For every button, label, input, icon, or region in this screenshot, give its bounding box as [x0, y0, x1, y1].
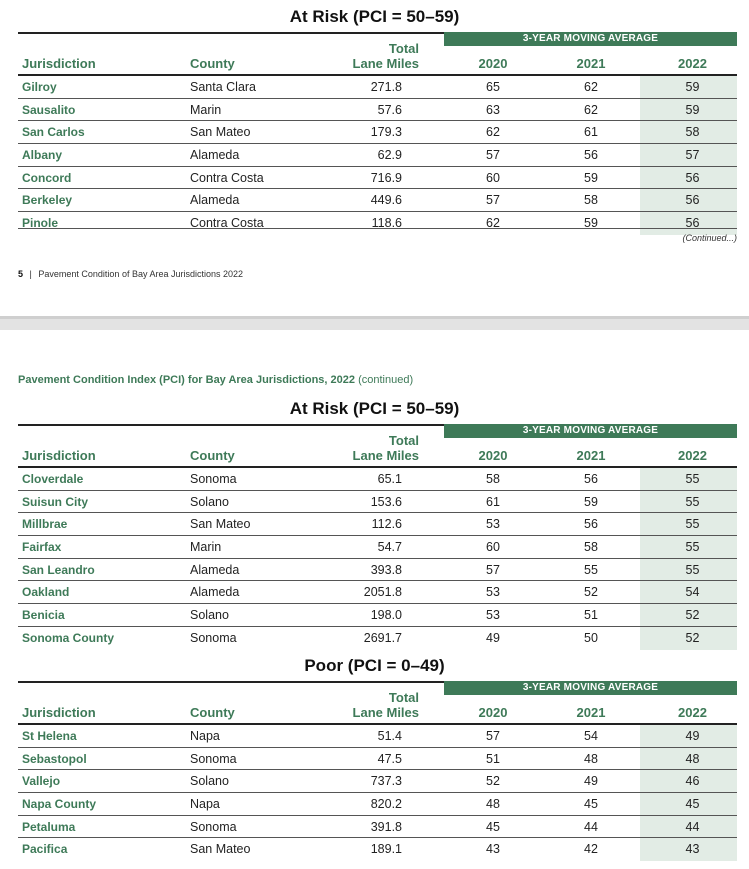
table-row — [18, 212, 737, 235]
cell-2021: 51 — [584, 608, 598, 623]
cell-county: Alameda — [190, 562, 240, 577]
header-jurisdiction: Jurisdiction — [22, 448, 96, 463]
cell-lane-miles: 65.1 — [377, 472, 402, 486]
cell-2020: 53 — [486, 608, 500, 623]
cell-2022: 49 — [640, 725, 737, 747]
cell-2022: 59 — [640, 99, 737, 121]
cell-county: San Mateo — [190, 125, 251, 140]
cell-2021: 54 — [584, 729, 598, 743]
header-2021: 2021 — [576, 448, 606, 463]
cell-county: San Mateo — [190, 517, 251, 532]
cell-jurisdiction: Millbrae — [22, 517, 68, 532]
header-2022: 2022 — [678, 56, 707, 71]
cell-2021: 48 — [584, 751, 598, 766]
cell-county: Napa — [190, 797, 220, 812]
page-gap — [0, 316, 749, 330]
cell-lane-miles: 820.2 — [370, 797, 402, 812]
cell-lane-miles: 54.7 — [377, 540, 402, 555]
cell-2021: 55 — [584, 562, 598, 577]
header-lane-miles — [318, 433, 419, 463]
table-poor — [18, 681, 737, 861]
table-row — [18, 144, 737, 167]
cell-county: Sonoma — [190, 630, 237, 645]
cell-2022: 52 — [640, 627, 737, 650]
cell-county: Solano — [190, 774, 229, 789]
header-jurisdiction: Jurisdiction — [22, 705, 96, 720]
cell-lane-miles: 271.8 — [370, 80, 402, 94]
table-row — [18, 468, 737, 491]
cell-2020: 43 — [486, 842, 500, 857]
header-2022: 2022 — [678, 448, 707, 463]
section-title-at-risk-2: At Risk (PCI = 50–59) — [289, 399, 460, 418]
cell-2022: 46 — [640, 770, 737, 792]
cell-lane-miles: 2051.8 — [363, 585, 402, 600]
cell-2020: 60 — [486, 170, 500, 185]
table-header — [18, 424, 737, 468]
cell-2021: 59 — [584, 494, 598, 509]
table-row — [18, 748, 737, 771]
header-2021: 2021 — [576, 56, 606, 71]
caption-main: Pavement Condition Index (PCI) for Bay Area Jurisdictions, 2022 — [18, 374, 356, 386]
cell-2020: 58 — [486, 472, 500, 486]
cell-2022: 55 — [640, 559, 737, 581]
table-row — [18, 189, 737, 212]
cell-jurisdiction: Fairfax — [22, 540, 62, 555]
cell-2021: 58 — [584, 193, 598, 208]
header-lane-miles-line2: Lane Miles — [352, 705, 419, 720]
cell-county: Alameda — [190, 193, 240, 208]
cell-2020: 57 — [486, 193, 500, 208]
header-2020: 2020 — [478, 448, 508, 463]
cell-2022: 59 — [640, 76, 737, 98]
cell-2020: 51 — [486, 751, 500, 766]
cell-lane-miles: 716.9 — [370, 170, 402, 185]
page-top — [0, 0, 749, 316]
cell-jurisdiction: Suisun City — [22, 494, 89, 509]
cell-county: Napa — [190, 729, 220, 743]
table-bottom-rule — [18, 228, 737, 229]
header-lane-miles-line1: Total — [388, 41, 419, 56]
cell-2020: 57 — [486, 729, 500, 743]
cell-lane-miles: 449.6 — [370, 193, 402, 208]
cell-2022: 56 — [640, 189, 737, 211]
cell-lane-miles: 391.8 — [370, 819, 402, 834]
cell-2020: 63 — [486, 102, 500, 117]
table-at-risk-2 — [18, 424, 737, 650]
cell-jurisdiction: Berkeley — [22, 193, 73, 208]
table-row — [18, 536, 737, 559]
cell-jurisdiction: Sonoma County — [22, 630, 114, 645]
table-row — [18, 770, 737, 793]
cell-2022: 56 — [640, 167, 737, 189]
cell-lane-miles: 198.0 — [370, 608, 402, 623]
cell-2021: 44 — [584, 819, 598, 834]
table-caption — [18, 374, 413, 386]
table-row — [18, 838, 737, 861]
cell-2021: 52 — [584, 585, 598, 600]
cell-2021: 49 — [584, 774, 598, 789]
continued-note: (Continued...) — [682, 233, 737, 243]
cell-jurisdiction: Concord — [22, 170, 72, 185]
cell-2020: 53 — [486, 517, 500, 532]
header-lane-miles — [318, 41, 419, 71]
cell-2022: 48 — [640, 748, 737, 770]
cell-jurisdiction: Napa County — [22, 797, 97, 812]
page-bottom — [0, 330, 749, 869]
cell-jurisdiction: Petaluma — [22, 819, 76, 834]
page-footer — [18, 269, 243, 279]
cell-jurisdiction: Vallejo — [22, 774, 61, 789]
cell-lane-miles: 189.1 — [370, 842, 402, 857]
cell-2020: 53 — [486, 585, 500, 600]
cell-lane-miles: 2691.7 — [363, 630, 402, 645]
cell-2021: 56 — [584, 472, 598, 486]
cell-jurisdiction: San Leandro — [22, 562, 95, 577]
cell-2022: 55 — [640, 468, 737, 490]
cell-2022: 45 — [640, 793, 737, 815]
table-row — [18, 604, 737, 627]
cell-2020: 62 — [486, 216, 500, 231]
cell-2021: 59 — [584, 216, 598, 231]
cell-2021: 62 — [584, 102, 598, 117]
cell-2022: 43 — [640, 838, 737, 861]
cell-2020: 49 — [486, 630, 500, 645]
table-row — [18, 793, 737, 816]
cell-county: Contra Costa — [190, 170, 264, 185]
cell-2021: 42 — [584, 842, 598, 857]
cell-2022: 52 — [640, 604, 737, 626]
table-row — [18, 491, 737, 514]
cell-county: San Mateo — [190, 842, 251, 857]
cell-county: Marin — [190, 540, 222, 555]
cell-lane-miles: 737.3 — [370, 774, 402, 789]
table-row — [18, 121, 737, 144]
cell-jurisdiction: Sebastopol — [22, 751, 87, 766]
cell-county: Solano — [190, 494, 229, 509]
cell-2022: 55 — [640, 536, 737, 558]
header-lane-miles-line2: Lane Miles — [352, 56, 419, 71]
cell-lane-miles: 51.4 — [377, 729, 402, 743]
cell-2022: 56 — [640, 212, 737, 235]
cell-lane-miles: 179.3 — [370, 125, 402, 140]
cell-2021: 59 — [584, 170, 598, 185]
cell-jurisdiction: Pinole — [22, 216, 59, 231]
footer-title: Pavement Condition of Bay Area Jurisdictions 2022 — [38, 269, 244, 279]
cell-2020: 57 — [486, 562, 500, 577]
moving-average-banner: 3-YEAR MOVING AVERAGE — [444, 424, 737, 438]
cell-county: Santa Clara — [190, 80, 257, 94]
cell-county: Sonoma — [190, 472, 237, 486]
header-2021: 2021 — [576, 705, 606, 720]
cell-lane-miles: 57.6 — [377, 102, 402, 117]
page-number: 5 — [18, 269, 24, 279]
cell-lane-miles: 112.6 — [371, 517, 402, 532]
cell-county: Alameda — [190, 148, 240, 163]
cell-2020: 65 — [486, 80, 500, 94]
table-header — [18, 681, 737, 725]
header-lane-miles — [318, 690, 419, 720]
header-county: County — [190, 56, 235, 71]
cell-2022: 55 — [640, 491, 737, 513]
moving-average-banner: 3-YEAR MOVING AVERAGE — [444, 681, 737, 695]
header-2020: 2020 — [478, 56, 508, 71]
caption-suffix: (continued) — [358, 374, 414, 386]
cell-county: Solano — [190, 608, 229, 623]
cell-2020: 52 — [486, 774, 500, 789]
cell-lane-miles: 47.5 — [377, 751, 402, 766]
header-county: County — [190, 448, 235, 463]
cell-2021: 62 — [584, 80, 598, 94]
cell-lane-miles: 393.8 — [370, 562, 402, 577]
cell-2020: 62 — [486, 125, 500, 140]
moving-average-banner: 3-YEAR MOVING AVERAGE — [444, 32, 737, 46]
header-lane-miles-line2: Lane Miles — [352, 448, 419, 463]
cell-2020: 57 — [486, 148, 500, 163]
cell-2020: 48 — [486, 797, 500, 812]
cell-county: Sonoma — [190, 819, 237, 834]
cell-jurisdiction: St Helena — [22, 729, 77, 743]
header-county: County — [190, 705, 235, 720]
cell-2020: 45 — [486, 819, 500, 834]
cell-2021: 58 — [584, 540, 598, 555]
header-2022: 2022 — [678, 705, 707, 720]
header-lane-miles-line1: Total — [388, 433, 419, 448]
header-2020: 2020 — [478, 705, 508, 720]
cell-2021: 61 — [584, 125, 598, 140]
cell-jurisdiction: Benicia — [22, 608, 65, 623]
cell-2020: 61 — [486, 494, 500, 509]
cell-lane-miles: 62.9 — [377, 148, 402, 163]
cell-county: Marin — [190, 102, 222, 117]
cell-2021: 45 — [584, 797, 598, 812]
section-title-at-risk-1: At Risk (PCI = 50–59) — [289, 7, 460, 26]
cell-lane-miles: 153.6 — [370, 494, 402, 509]
section-title-poor: Poor (PCI = 0–49) — [304, 656, 445, 675]
cell-2020: 60 — [486, 540, 500, 555]
table-row — [18, 76, 737, 99]
table-at-risk-1 — [18, 32, 737, 235]
table-row — [18, 581, 737, 604]
cell-jurisdiction: Oakland — [22, 585, 70, 600]
cell-2022: 55 — [640, 513, 737, 535]
table-row — [18, 513, 737, 536]
cell-2021: 50 — [584, 630, 598, 645]
cell-jurisdiction: Gilroy — [22, 80, 57, 94]
cell-2022: 58 — [640, 121, 737, 143]
table-row — [18, 816, 737, 839]
table-row — [18, 725, 737, 748]
cell-county: Contra Costa — [190, 216, 264, 231]
cell-2022: 54 — [640, 581, 737, 603]
table-row — [18, 167, 737, 190]
cell-2021: 56 — [584, 148, 598, 163]
cell-county: Sonoma — [190, 751, 237, 766]
cell-2021: 56 — [584, 517, 598, 532]
header-lane-miles-line1: Total — [388, 690, 419, 705]
header-jurisdiction: Jurisdiction — [22, 56, 96, 71]
table-row — [18, 627, 737, 650]
cell-jurisdiction: Albany — [22, 148, 63, 163]
table-header — [18, 32, 737, 76]
table-row — [18, 99, 737, 122]
cell-jurisdiction: San Carlos — [22, 125, 85, 140]
cell-county: Alameda — [190, 585, 240, 600]
cell-2022: 44 — [640, 816, 737, 838]
cell-2022: 57 — [640, 144, 737, 166]
cell-jurisdiction: Pacifica — [22, 842, 68, 857]
cell-jurisdiction: Sausalito — [22, 102, 76, 117]
footer-separator: | — [29, 269, 32, 279]
cell-lane-miles: 118.6 — [371, 216, 402, 231]
cell-jurisdiction: Cloverdale — [22, 472, 84, 486]
table-row — [18, 559, 737, 582]
